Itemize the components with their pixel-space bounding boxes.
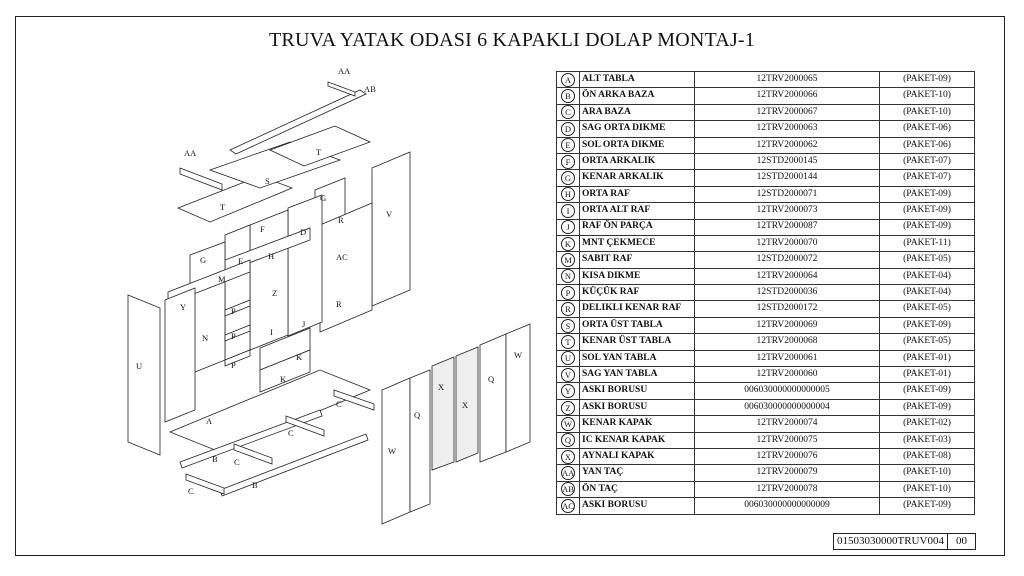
part-code: 12TRV2000068: [695, 334, 880, 350]
door-q-right: [480, 334, 506, 462]
label-r-top: R: [338, 215, 344, 225]
part-code: 12TRV2000073: [695, 203, 880, 219]
part-letter: [557, 137, 580, 153]
label-w-right: W: [514, 350, 523, 360]
part-letter-circle: M: [561, 253, 575, 267]
part-package: (PAKET-09): [880, 399, 975, 415]
part-code: 12STD2000144: [695, 170, 880, 186]
part-package: (PAKET-07): [880, 153, 975, 169]
part-letter-circle: AB: [562, 484, 574, 495]
table-row: [557, 317, 975, 333]
label-k1: K: [296, 352, 303, 362]
part-code: 006030000000000004: [695, 399, 880, 415]
table-row: [557, 137, 975, 153]
part-name: ASKI BORUSU: [580, 399, 695, 415]
part-letter-circle: T: [561, 335, 575, 349]
part-letter-circle: Z: [561, 401, 575, 415]
label-p2: P: [231, 331, 236, 341]
part-letter: [557, 301, 580, 317]
part-letter-circle: K: [561, 237, 575, 251]
part-code: 12TRV2000070: [695, 235, 880, 251]
table-row: [557, 235, 975, 251]
table-row: [557, 153, 975, 169]
middle-f: [250, 210, 288, 350]
part-letter-circle: V: [561, 368, 575, 382]
right-section: [320, 203, 372, 332]
part-code: 12TRV2000063: [695, 121, 880, 137]
label-t-top: T: [316, 147, 322, 157]
part-name: SOL YAN TABLA: [580, 350, 695, 366]
table-row: [557, 465, 975, 481]
part-name: KÜÇÜK RAF: [580, 285, 695, 301]
part-letter: [557, 88, 580, 104]
part-name: SAG YAN TABLA: [580, 367, 695, 383]
label-i: I: [270, 327, 273, 337]
part-package: (PAKET-05): [880, 301, 975, 317]
part-letter: [557, 465, 580, 481]
part-name: ÖN TAÇ: [580, 481, 695, 497]
label-aa-top: AA: [338, 66, 351, 76]
part-code: 12STD2000072: [695, 252, 880, 268]
table-row: [557, 399, 975, 415]
part-package: (PAKET-09): [880, 186, 975, 202]
part-code: 12TRV2000064: [695, 268, 880, 284]
label-x2: X: [462, 400, 469, 410]
part-package: (PAKET-01): [880, 367, 975, 383]
parts-list-table: [556, 71, 975, 515]
part-name: ORTA RAF: [580, 186, 695, 202]
label-h: H: [268, 251, 275, 261]
label-c4: C: [188, 486, 194, 496]
table-row: [557, 432, 975, 448]
part-letter: [557, 121, 580, 137]
table-row: [557, 285, 975, 301]
label-c3: C: [234, 457, 240, 467]
part-code: 12STD2000071: [695, 186, 880, 202]
part-letter-circle: E: [561, 138, 575, 152]
label-a: A: [206, 416, 213, 426]
part-name: KENAR ÜST TABLA: [580, 334, 695, 350]
part-name: SOL ORTA DIKME: [580, 137, 695, 153]
part-package: (PAKET-09): [880, 219, 975, 235]
part-package: (PAKET-06): [880, 137, 975, 153]
label-j: J: [302, 319, 306, 329]
part-letter-circle: N: [561, 269, 575, 283]
label-s: S: [265, 176, 270, 186]
part-letter: [557, 285, 580, 301]
part-code: 12TRV2000062: [695, 137, 880, 153]
part-name: IC KENAR KAPAK: [580, 432, 695, 448]
part-package: (PAKET-08): [880, 448, 975, 464]
part-code: 12TRV2000069: [695, 317, 880, 333]
part-package: (PAKET-09): [880, 317, 975, 333]
part-letter-circle: W: [561, 417, 575, 431]
table-row: [557, 498, 975, 514]
part-name: ASKI BORUSU: [580, 498, 695, 514]
part-letter-circle: Y: [561, 384, 575, 398]
part-letter-circle: X: [561, 450, 575, 464]
part-package: (PAKET-02): [880, 416, 975, 432]
part-code: 12TRV2000060: [695, 367, 880, 383]
table-row: [557, 367, 975, 383]
table-row: [557, 416, 975, 432]
part-letter: [557, 317, 580, 333]
table-row: [557, 334, 975, 350]
door-q-left: [410, 370, 430, 512]
label-x1: X: [438, 382, 445, 392]
part-letter: [557, 481, 580, 497]
part-letter-circle: I: [561, 204, 575, 218]
part-letter-circle: G: [561, 171, 575, 185]
part-code: 12TRV2000078: [695, 481, 880, 497]
side-panel-u: [128, 295, 160, 455]
label-y: Y: [180, 302, 187, 312]
part-package: (PAKET-09): [880, 203, 975, 219]
part-name: ARA BAZA: [580, 104, 695, 120]
part-name: SABIT RAF: [580, 252, 695, 268]
part-package: (PAKET-09): [880, 498, 975, 514]
part-letter: [557, 268, 580, 284]
label-f: F: [260, 224, 265, 234]
part-package: (PAKET-07): [880, 170, 975, 186]
door-w-right: [506, 324, 530, 452]
part-letter-circle: C: [561, 105, 575, 119]
document-revision: 00: [947, 534, 975, 549]
table-row: [557, 186, 975, 202]
document-number: 01503030000TRUV004: [837, 535, 944, 547]
label-n: N: [202, 333, 209, 343]
crown-aa-top: [328, 82, 355, 96]
part-name: YAN TAÇ: [580, 465, 695, 481]
part-letter-circle: J: [561, 220, 575, 234]
part-letter-circle: F: [561, 155, 575, 169]
part-name: RAF ÖN PARÇA: [580, 219, 695, 235]
label-k2: K: [280, 374, 287, 384]
part-code: 12STD2000145: [695, 153, 880, 169]
part-code: 12TRV2000061: [695, 350, 880, 366]
label-t-left: T: [220, 202, 226, 212]
label-e: E: [238, 256, 244, 266]
part-code: 006030000000000005: [695, 383, 880, 399]
part-letter-circle: AC: [562, 500, 574, 511]
table-row: [557, 170, 975, 186]
part-letter: [557, 153, 580, 169]
label-b1: B: [212, 454, 218, 464]
part-name: ORTA ÜST TABLA: [580, 317, 695, 333]
table-row: [557, 448, 975, 464]
part-code: 12TRV2000067: [695, 104, 880, 120]
part-letter: [557, 219, 580, 235]
table-row: [557, 72, 975, 88]
label-g-right: G: [320, 193, 327, 203]
label-p3: P: [231, 360, 236, 370]
part-code: 12TRV2000066: [695, 88, 880, 104]
part-name: ALT TABLA: [580, 72, 695, 88]
label-c1: C: [336, 399, 342, 409]
part-letter-circle: Q: [561, 433, 575, 447]
part-code: 12TRV2000087: [695, 219, 880, 235]
exploded-assembly-drawing: [110, 60, 550, 530]
part-letter: [557, 252, 580, 268]
part-package: (PAKET-10): [880, 104, 975, 120]
label-b2: B: [252, 480, 258, 490]
label-p1: P: [231, 306, 236, 316]
part-letter: [557, 334, 580, 350]
part-letter: [557, 170, 580, 186]
label-m: M: [218, 274, 226, 284]
part-letter: [557, 498, 580, 514]
part-package: (PAKET-05): [880, 334, 975, 350]
label-c2: C: [288, 428, 294, 438]
label-d: D: [300, 227, 307, 237]
table-row: [557, 383, 975, 399]
label-aa-left: AA: [184, 148, 197, 158]
part-letter-circle: AA: [562, 468, 575, 479]
part-code: 006030000000000009: [695, 498, 880, 514]
part-code: 12STD2000036: [695, 285, 880, 301]
part-letter-circle: B: [561, 89, 575, 103]
part-package: (PAKET-10): [880, 465, 975, 481]
part-code: 12STD2000172: [695, 301, 880, 317]
part-name: ASKI BORUSU: [580, 383, 695, 399]
part-name: AYNALI KAPAK: [580, 448, 695, 464]
label-ab: AB: [364, 84, 376, 94]
part-letter: [557, 416, 580, 432]
part-letter: [557, 367, 580, 383]
part-package: (PAKET-10): [880, 481, 975, 497]
part-code: 12TRV2000075: [695, 432, 880, 448]
table-row: [557, 121, 975, 137]
part-name: SAG ORTA DIKME: [580, 121, 695, 137]
label-u: U: [136, 361, 143, 371]
door-x1: [432, 357, 454, 470]
table-row: [557, 350, 975, 366]
part-letter: [557, 350, 580, 366]
part-letter-circle: D: [561, 122, 575, 136]
part-name: KENAR KAPAK: [580, 416, 695, 432]
part-package: (PAKET-01): [880, 350, 975, 366]
part-code: 12TRV2000065: [695, 72, 880, 88]
document-number-box: [833, 533, 976, 550]
table-row: [557, 88, 975, 104]
plinth-c3: [234, 444, 272, 464]
label-v: V: [386, 209, 393, 219]
table-row: [557, 203, 975, 219]
part-letter: [557, 104, 580, 120]
part-code: 12TRV2000079: [695, 465, 880, 481]
part-letter: [557, 448, 580, 464]
part-package: (PAKET-06): [880, 121, 975, 137]
part-code: 12TRV2000074: [695, 416, 880, 432]
part-package: (PAKET-11): [880, 235, 975, 251]
label-g-left: G: [200, 255, 207, 265]
part-name: ORTA ARKALIK: [580, 153, 695, 169]
page-title: TRUVA YATAK ODASI 6 KAPAKLI DOLAP MONTAJ-1: [269, 29, 755, 51]
part-package: (PAKET-04): [880, 268, 975, 284]
part-letter: [557, 186, 580, 202]
part-letter-circle: H: [561, 187, 575, 201]
part-name: KISA DIKME: [580, 268, 695, 284]
part-letter-circle: U: [561, 351, 575, 365]
part-letter-circle: P: [561, 286, 575, 300]
table-row: [557, 481, 975, 497]
part-package: (PAKET-03): [880, 432, 975, 448]
part-name: KENAR ARKALIK: [580, 170, 695, 186]
part-code: 12TRV2000076: [695, 448, 880, 464]
part-package: (PAKET-09): [880, 72, 975, 88]
part-letter: [557, 399, 580, 415]
label-w-left: W: [388, 446, 397, 456]
part-letter: [557, 235, 580, 251]
part-letter: [557, 72, 580, 88]
label-q-right: Q: [488, 374, 495, 384]
part-letter-circle: A: [561, 73, 575, 87]
part-name: MNT ÇEKMECE: [580, 235, 695, 251]
table-row: [557, 301, 975, 317]
table-row: [557, 104, 975, 120]
part-letter: [557, 432, 580, 448]
table-row: [557, 219, 975, 235]
part-name: ORTA ALT RAF: [580, 203, 695, 219]
part-name: DELIKLI KENAR RAF: [580, 301, 695, 317]
part-letter: [557, 383, 580, 399]
part-letter: [557, 203, 580, 219]
label-z: Z: [272, 288, 278, 298]
middle-d: [288, 195, 322, 336]
part-package: (PAKET-05): [880, 252, 975, 268]
label-q-left: Q: [414, 410, 421, 420]
part-package: (PAKET-09): [880, 383, 975, 399]
part-package: (PAKET-04): [880, 285, 975, 301]
part-package: (PAKET-10): [880, 88, 975, 104]
table-row: [557, 268, 975, 284]
part-letter-circle: R: [561, 302, 575, 316]
label-ac: AC: [336, 252, 348, 262]
side-panel-v: [372, 152, 410, 306]
part-name: ÖN ARKA BAZA: [580, 88, 695, 104]
label-r-mid: R: [336, 299, 342, 309]
table-row: [557, 252, 975, 268]
part-letter-circle: S: [561, 319, 575, 333]
